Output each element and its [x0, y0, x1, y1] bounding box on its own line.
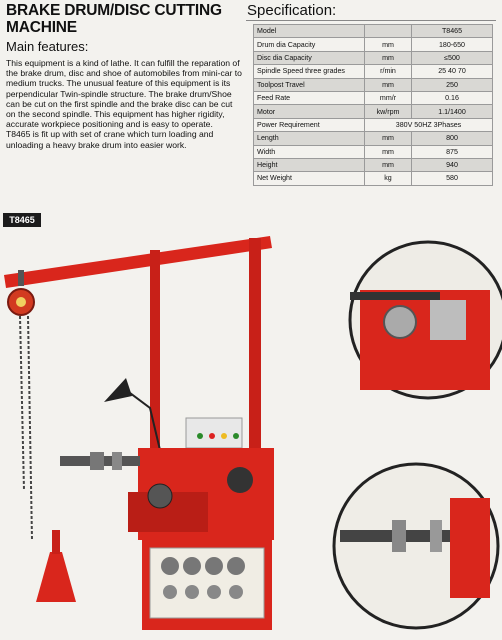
- features-paragraph: T8465 is fit up with set of crane which turn loading and unloading a heavy brake drum into easier work.: [6, 129, 214, 150]
- product-title: BRAKE DRUM/DISC CUTTING MACHINE: [6, 2, 222, 36]
- spec-value: 250: [412, 78, 493, 91]
- spec-name: Length: [254, 132, 365, 145]
- spec-unit: mm: [365, 38, 412, 51]
- specification-heading: Specification:: [247, 2, 337, 19]
- spec-value: 380V 50HZ 3Phases: [365, 118, 493, 131]
- spec-row: [254, 78, 493, 91]
- spec-unit: [365, 25, 412, 38]
- spec-unit: mm: [365, 158, 412, 171]
- spec-row: [254, 145, 493, 158]
- features-description: [6, 58, 242, 150]
- spec-value: ≤500: [412, 51, 493, 64]
- spec-name: Spindle Speed three grades: [254, 65, 365, 78]
- spec-row: [254, 105, 493, 118]
- spec-row: [254, 38, 493, 51]
- spec-value: 875: [412, 145, 493, 158]
- spec-unit: mm: [365, 51, 412, 64]
- spec-name: Model: [254, 25, 365, 38]
- spec-row: [254, 172, 493, 185]
- spec-value: 800: [412, 132, 493, 145]
- spec-name: Toolpost Travel: [254, 78, 365, 91]
- spec-unit: kw/rpm: [365, 105, 412, 118]
- detail-photo-toolpost: [350, 242, 502, 398]
- spec-name: Drum dia Capacity: [254, 38, 365, 51]
- heading-divider: [246, 20, 496, 21]
- spec-unit: mm: [365, 145, 412, 158]
- detail-photo-spindle: [334, 464, 498, 628]
- spec-row: [254, 91, 493, 104]
- spec-row: [254, 65, 493, 78]
- spec-row: [254, 25, 493, 38]
- spec-unit: mm: [365, 78, 412, 91]
- spec-name: Feed Rate: [254, 91, 365, 104]
- spec-row: [254, 51, 493, 64]
- spec-value: 940: [412, 158, 493, 171]
- spec-unit: r/min: [365, 65, 412, 78]
- control-panel: [186, 418, 242, 448]
- spec-name: Net Weight: [254, 172, 365, 185]
- spec-value: 1.1/1400: [412, 105, 493, 118]
- spec-value: 0.16: [412, 91, 493, 104]
- spec-unit: mm/r: [365, 91, 412, 104]
- features-paragraph: This equipment is a kind of lathe. It can fulfill the reparation of the brake drum, disc and shoe of automobiles from mini-car to medium trucks. The unusual feature of this equipment is its perpendicular Twin-spindle structure. The brake drum/Shoe can be cut on the first spindle and the brake disc can be cut on the second spindle. This equipment has higher rigidity, accurate workpiece positioning and is easy to operate.: [6, 58, 242, 130]
- spec-row: [254, 132, 493, 145]
- model-badge: T8465: [3, 213, 41, 227]
- main-features-heading: Main features:: [6, 39, 89, 54]
- specification-table: [253, 24, 493, 186]
- spec-value: 580: [412, 172, 493, 185]
- spec-row: [254, 118, 493, 131]
- spec-name: Motor: [254, 105, 365, 118]
- spec-name: Height: [254, 158, 365, 171]
- spec-name: Width: [254, 145, 365, 158]
- spec-unit: mm: [365, 132, 412, 145]
- spec-name: Disc dia Capacity: [254, 51, 365, 64]
- spec-row: [254, 158, 493, 171]
- spec-name: Power Requirement: [254, 118, 365, 131]
- spec-value: 180-650: [412, 38, 493, 51]
- spec-unit: kg: [365, 172, 412, 185]
- spec-value: T8465: [412, 25, 493, 38]
- spec-value: 25 40 70: [412, 65, 493, 78]
- machine-photo: [0, 230, 502, 640]
